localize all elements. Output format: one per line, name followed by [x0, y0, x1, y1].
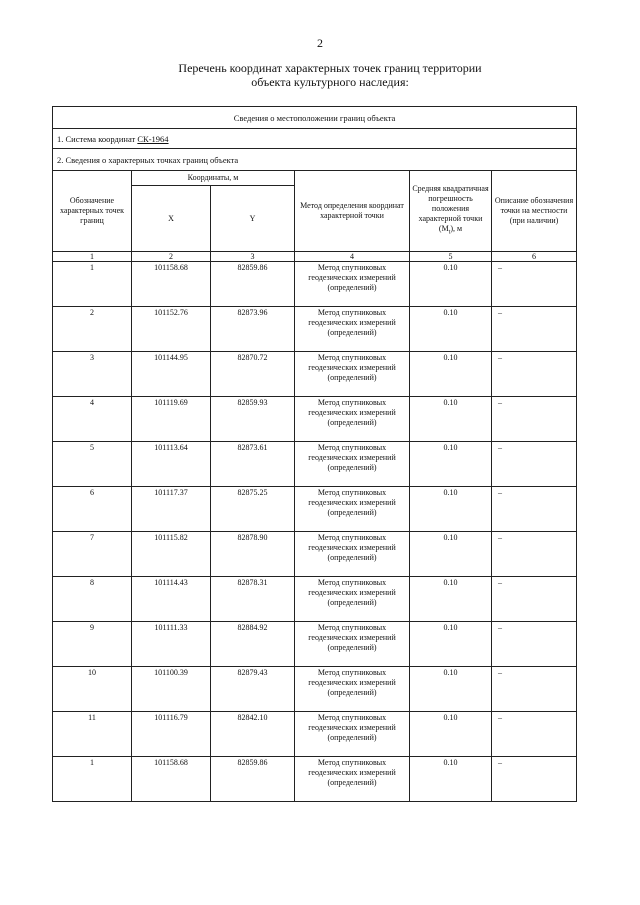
header-error: Средняя квадратичная погрешность положения характерной точки $(M_t)$, м [410, 171, 492, 252]
x-coordinate-cell: 101119.69 [132, 397, 211, 442]
header-method: Метод определения координат характерной точки [295, 171, 410, 252]
point-cell: 10 [53, 667, 132, 712]
table-row [53, 442, 577, 487]
method-cell: Метод спутниковых геодезических измерений (определений) [295, 577, 410, 622]
point-cell: 5 [53, 442, 132, 487]
table-row [53, 397, 577, 442]
method-cell: Метод спутниковых геодезических измерений (определений) [295, 262, 410, 307]
method-cell: Метод спутниковых геодезических измерений (определений) [295, 757, 410, 802]
description-cell: – [492, 622, 577, 667]
x-coordinate-cell: 101117.37 [132, 487, 211, 532]
description-cell: – [492, 577, 577, 622]
error-cell: 0.10 [410, 397, 492, 442]
points-section-title: 2. Сведения о характерных точках границ объекта [53, 149, 577, 171]
x-coordinate-cell: 101111.33 [132, 622, 211, 667]
y-coordinate-cell: 82873.61 [211, 442, 295, 487]
x-coordinate-cell: 101115.82 [132, 532, 211, 577]
title-line-1: Перечень координат характерных точек границ территории [178, 61, 482, 75]
y-coordinate-cell: 82878.90 [211, 532, 295, 577]
error-cell: 0.10 [410, 352, 492, 397]
point-cell: 2 [53, 307, 132, 352]
description-cell: – [492, 442, 577, 487]
point-cell: 6 [53, 487, 132, 532]
y-coordinate-cell: 82879.43 [211, 667, 295, 712]
column-number: 5 [410, 252, 492, 262]
table-row [53, 307, 577, 352]
header-coords: Координаты, м [132, 171, 295, 186]
table-row [53, 262, 577, 307]
column-number: 4 [295, 252, 410, 262]
x-coordinate-cell: 101116.79 [132, 712, 211, 757]
method-cell: Метод спутниковых геодезических измерений (определений) [295, 397, 410, 442]
table-row [53, 667, 577, 712]
method-cell: Метод спутниковых геодезических измерений (определений) [295, 352, 410, 397]
x-coordinate-cell: 101158.68 [132, 757, 211, 802]
method-cell: Метод спутниковых геодезических измерений (определений) [295, 667, 410, 712]
error-cell: 0.10 [410, 577, 492, 622]
column-number: 1 [53, 252, 132, 262]
description-cell: – [492, 307, 577, 352]
coord-system-row [53, 129, 577, 149]
description-cell: – [492, 532, 577, 577]
point-cell: 1 [53, 262, 132, 307]
error-cell: 0.10 [410, 307, 492, 352]
title-line-2: объекта культурного наследия: [251, 75, 409, 89]
error-cell: 0.10 [410, 262, 492, 307]
table-body [53, 262, 577, 802]
point-cell: 3 [53, 352, 132, 397]
point-cell: 4 [53, 397, 132, 442]
y-coordinate-cell: 82884.92 [211, 622, 295, 667]
description-cell: – [492, 397, 577, 442]
description-cell: – [492, 757, 577, 802]
y-coordinate-cell: 82842.10 [211, 712, 295, 757]
y-coordinate-cell: 82870.72 [211, 352, 295, 397]
method-cell: Метод спутниковых геодезических измерений (определений) [295, 532, 410, 577]
document-title [100, 61, 560, 89]
column-number: 6 [492, 252, 577, 262]
x-coordinate-cell: 101114.43 [132, 577, 211, 622]
method-cell: Метод спутниковых геодезических измерений (определений) [295, 307, 410, 352]
table-row [53, 712, 577, 757]
header-point: Обозначение характерных точек границ [53, 171, 132, 252]
point-cell: 7 [53, 532, 132, 577]
error-cell: 0.10 [410, 532, 492, 577]
x-coordinate-cell: 101144.95 [132, 352, 211, 397]
description-cell: – [492, 262, 577, 307]
error-cell: 0.10 [410, 487, 492, 532]
column-number: 2 [132, 252, 211, 262]
coord-system-name: СК-1964 [137, 133, 169, 144]
header-x: X [132, 186, 211, 252]
y-coordinate-cell: 82859.86 [211, 262, 295, 307]
y-coordinate-cell: 82878.31 [211, 577, 295, 622]
error-cell: 0.10 [410, 622, 492, 667]
y-coordinate-cell: 82875.25 [211, 487, 295, 532]
method-cell: Метод спутниковых геодезических измерений (определений) [295, 622, 410, 667]
point-cell: 1 [53, 757, 132, 802]
method-cell: Метод спутниковых геодезических измерений (определений) [295, 712, 410, 757]
table-row [53, 487, 577, 532]
error-cell: 0.10 [410, 442, 492, 487]
point-cell: 8 [53, 577, 132, 622]
page-number: 2 [317, 36, 323, 50]
coordinates-table [52, 106, 577, 802]
table-row [53, 622, 577, 667]
error-cell: 0.10 [410, 757, 492, 802]
x-coordinate-cell: 101113.64 [132, 442, 211, 487]
header-description: Описание обозначения точки на местности (при наличии) [492, 171, 577, 252]
header-y: Y [211, 186, 295, 252]
table-row [53, 577, 577, 622]
method-cell: Метод спутниковых геодезических измерений (определений) [295, 442, 410, 487]
x-coordinate-cell: 101152.76 [132, 307, 211, 352]
table-row [53, 352, 577, 397]
y-coordinate-cell: 82859.86 [211, 757, 295, 802]
description-cell: – [492, 352, 577, 397]
method-cell: Метод спутниковых геодезических измерений (определений) [295, 487, 410, 532]
table-row [53, 532, 577, 577]
coord-system-prefix: 1. Система координат [57, 133, 138, 144]
x-coordinate-cell: 101158.68 [132, 262, 211, 307]
error-cell: 0.10 [410, 667, 492, 712]
error-cell: 0.10 [410, 712, 492, 757]
y-coordinate-cell: 82873.96 [211, 307, 295, 352]
column-number: 3 [211, 252, 295, 262]
description-cell: – [492, 667, 577, 712]
description-cell: – [492, 712, 577, 757]
table-row [53, 757, 577, 802]
column-numbers-row [53, 252, 577, 262]
description-cell: – [492, 487, 577, 532]
y-coordinate-cell: 82859.93 [211, 397, 295, 442]
point-cell: 11 [53, 712, 132, 757]
x-coordinate-cell: 101100.39 [132, 667, 211, 712]
point-cell: 9 [53, 622, 132, 667]
section-title: Сведения о местоположении границ объекта [53, 107, 577, 129]
